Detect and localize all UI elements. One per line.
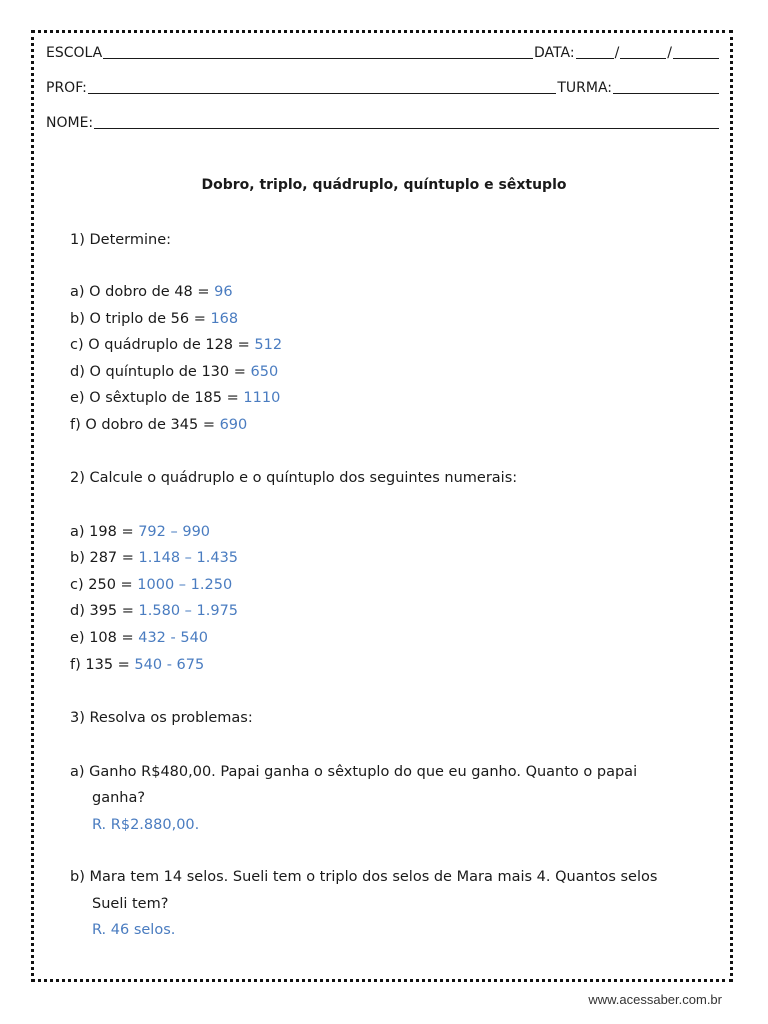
item-label: c) xyxy=(70,337,84,353)
answer-text: 432 - 540 xyxy=(138,630,209,646)
data-label: DATA: xyxy=(534,45,575,61)
item-label: a) xyxy=(70,284,85,300)
item-label: f) xyxy=(70,657,81,673)
nome-blank xyxy=(94,115,719,129)
prof-label: PROF: xyxy=(46,80,87,96)
q1-item-a xyxy=(70,283,233,301)
answer-text: 1.148 – 1.435 xyxy=(138,550,239,566)
item-text: O dobro de 48 = xyxy=(89,284,210,300)
q1-item-c xyxy=(70,336,282,354)
answer-text: 1110 xyxy=(243,390,281,406)
q1-item-b xyxy=(70,310,238,328)
q3a-line1 xyxy=(70,763,637,781)
item-label: b) xyxy=(70,869,85,885)
item-text: Ganho R$480,00. Papai ganha o sêxtuplo do que eu ganho. Quanto o papai xyxy=(89,764,638,780)
item-text: O quádruplo de 128 = xyxy=(88,337,250,353)
q3b-line2: Sueli tem? xyxy=(92,896,169,912)
data-month-blank xyxy=(620,45,666,59)
item-text: O triplo de 56 = xyxy=(89,311,206,327)
turma-label: TURMA: xyxy=(557,80,612,96)
item-label: c) xyxy=(70,577,84,593)
q1-item-f xyxy=(70,416,247,434)
data-day-blank xyxy=(576,45,614,59)
worksheet-title: Dobro, triplo, quádruplo, quíntuplo e sêxtuplo xyxy=(201,177,567,193)
header-escola-row xyxy=(46,44,720,62)
q2-prompt: 2) Calcule o quádruplo e o quíntuplo dos seguintes numerais: xyxy=(70,470,518,486)
item-label: d) xyxy=(70,603,85,619)
header-nome-row xyxy=(46,114,720,132)
answer-text: 650 xyxy=(250,364,279,380)
answer-text: 1000 – 1.250 xyxy=(137,577,233,593)
item-text: 250 = xyxy=(88,577,133,593)
answer-text: 690 xyxy=(219,417,248,433)
item-text: 135 = xyxy=(85,657,130,673)
item-label: d) xyxy=(70,364,85,380)
q2-item-c xyxy=(70,576,232,594)
q3-prompt: 3) Resolva os problemas: xyxy=(70,710,253,726)
item-text: 198 = xyxy=(89,524,134,540)
item-label: e) xyxy=(70,630,85,646)
answer-text: 792 – 990 xyxy=(138,524,211,540)
item-text: 395 = xyxy=(89,603,134,619)
data-sep-1: / xyxy=(614,45,620,61)
q2-item-f xyxy=(70,656,204,674)
q1-item-d xyxy=(70,363,278,381)
prof-blank xyxy=(88,80,556,94)
item-label: a) xyxy=(70,524,85,540)
item-text: O dobro de 345 = xyxy=(85,417,215,433)
answer-text: 512 xyxy=(254,337,283,353)
item-text: O quíntuplo de 130 = xyxy=(89,364,246,380)
q3b-answer: R. 46 selos. xyxy=(92,922,176,938)
nome-label: NOME: xyxy=(46,115,94,131)
answer-text: 540 - 675 xyxy=(134,657,205,673)
header-prof-row xyxy=(46,79,720,97)
q2-item-b xyxy=(70,549,238,567)
item-text: 108 = xyxy=(89,630,134,646)
data-sep-2: / xyxy=(667,45,672,61)
q2-item-a xyxy=(70,523,210,541)
escola-blank xyxy=(103,45,533,59)
item-text: Mara tem 14 selos. Sueli tem o triplo dos selos de Mara mais 4. Quantos selos xyxy=(89,869,658,885)
item-label: b) xyxy=(70,550,85,566)
item-label: b) xyxy=(70,311,85,327)
item-text: O sêxtuplo de 185 = xyxy=(89,390,239,406)
answer-text: 96 xyxy=(214,284,233,300)
q1-item-e xyxy=(70,389,280,407)
answer-text: 168 xyxy=(210,311,239,327)
item-label: e) xyxy=(70,390,85,406)
escola-label: ESCOLA xyxy=(46,45,103,61)
worksheet-border xyxy=(31,30,733,982)
q1-prompt: 1) Determine: xyxy=(70,232,172,248)
item-label: f) xyxy=(70,417,81,433)
data-year-blank xyxy=(673,45,719,59)
turma-blank xyxy=(613,80,719,94)
q2-item-e xyxy=(70,629,208,647)
q2-item-d xyxy=(70,602,238,620)
q3a-answer: R. R$2.880,00. xyxy=(92,817,200,833)
q3a-line2: ganha? xyxy=(92,790,146,806)
item-label: a) xyxy=(70,764,85,780)
item-text: 287 = xyxy=(89,550,134,566)
q3b-line1 xyxy=(70,868,657,886)
footer-website: www.acessaber.com.br xyxy=(588,992,722,1007)
answer-text: 1.580 – 1.975 xyxy=(138,603,239,619)
